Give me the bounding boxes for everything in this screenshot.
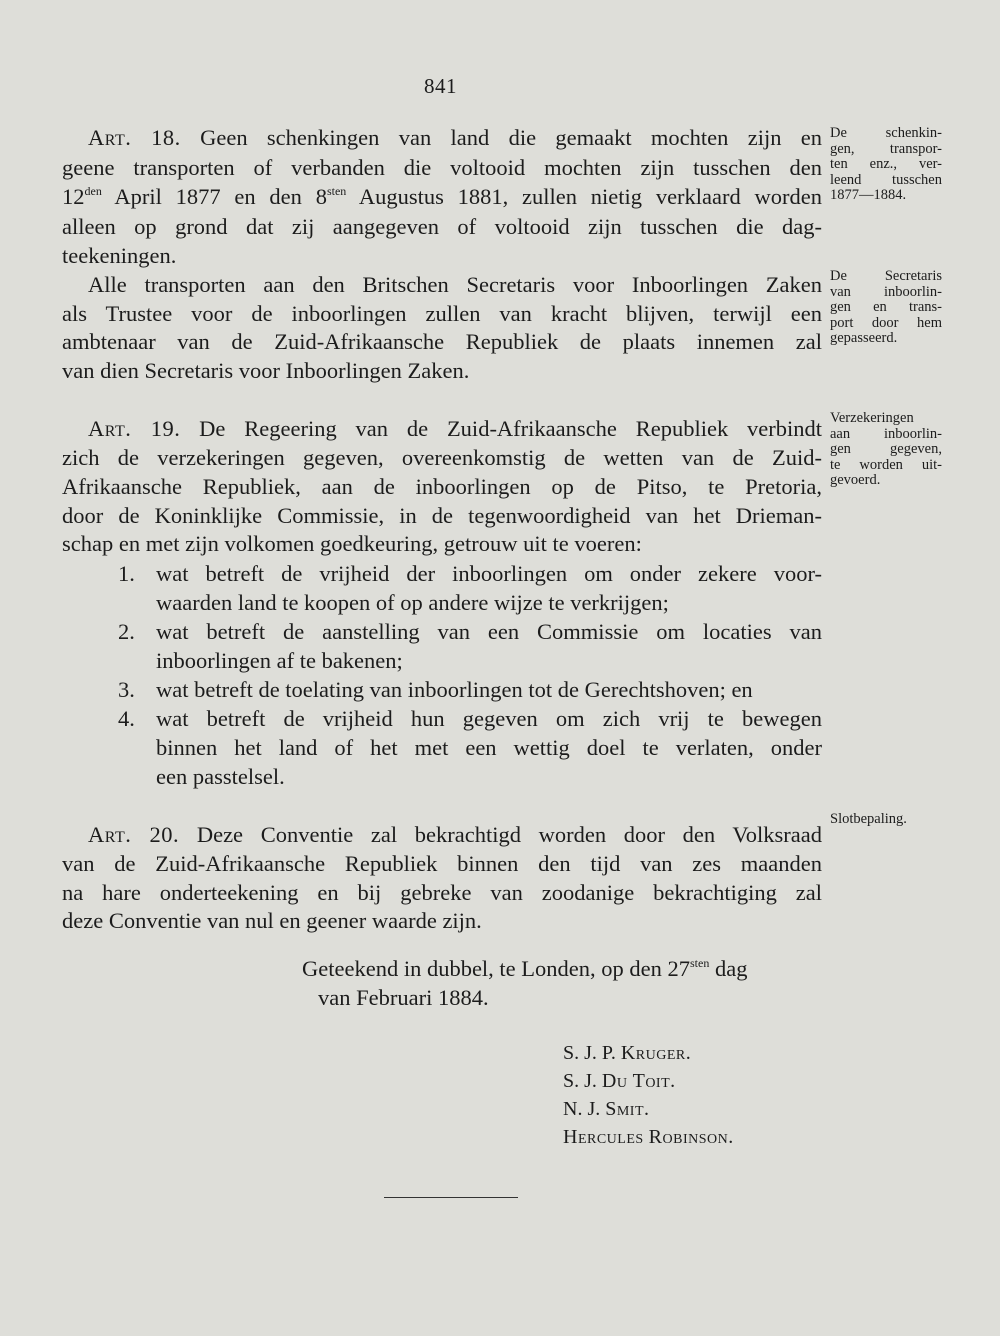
list-item: inboorlingen af te bakenen; xyxy=(156,648,403,673)
list-item: waarden land te koopen of op andere wijze te verkrijgen; xyxy=(156,590,669,615)
article-18-para2-line-2: als Trustee voor de inboorlingen zullen van kracht blijven, terwijl een xyxy=(62,301,822,326)
article-19-line-1: Art. 19. De Regeering van de Zuid-Afrikaansche Republiek verbindt xyxy=(88,416,823,441)
list-item-number: 1. xyxy=(118,561,135,586)
article-18-label: Art. 18. xyxy=(88,125,181,150)
article-18-line-4: alleen op grond dat zij aangegeven of voltooid zijn tusschen die dag- xyxy=(62,214,822,239)
article-20-line-1: Art. 20. Deze Conventie zal bekrachtigd worden door den Volksraad xyxy=(88,822,822,847)
article-18-para2-line-3: ambtenaar van de Zuid-Afrikaansche Republiek de plaats innemen zal xyxy=(62,329,822,354)
signature-robinson: Hercules Robinson. xyxy=(563,1126,734,1148)
list-item-number: 2. xyxy=(118,619,135,644)
article-18-line-1: Art. 18. Geen schenkingen van land die gemaakt mochten zijn en xyxy=(88,125,823,150)
list-item-number: 3. xyxy=(118,677,135,702)
list-item: binnen het land of het met een wettig doel te verlaten, onder xyxy=(156,735,822,760)
article-20-label: Art. 20. xyxy=(88,822,180,847)
footer-rule xyxy=(384,1197,518,1198)
signature-smit: N. J. Smit. xyxy=(563,1098,650,1120)
article-20-line-2: van de Zuid-Afrikaansche Republiek binnen den tijd van zes maanden xyxy=(62,851,822,876)
margin-note-verzekeringen: Verzekeringen aan inboorlin- gen gegeven, te worden uit- gevoerd. xyxy=(830,410,942,488)
list-item: wat betreft de aanstelling van een Commissie om locaties van xyxy=(156,619,822,644)
article-18-para2-line-4: van dien Secretaris voor Inboorlingen Zaken. xyxy=(62,358,470,383)
list-item-number: 4. xyxy=(118,706,135,731)
closing-line-1: Geteekend in dubbel, te Londen, op den $27^{sten}$ dag xyxy=(302,956,748,981)
article-19-line-2: zich de verzekeringen gegeven, overeenkomstig de wetten van de Zuid- xyxy=(62,445,822,470)
article-18-line-3: $12^{den}$ April 1877 en den $8^{sten}$ Augustus 1881, zullen nietig verklaard worden xyxy=(62,184,823,209)
signature-du-toit: S. J. Du Toit. xyxy=(563,1070,676,1092)
article-19-label: Art. 19. xyxy=(88,416,181,441)
closing-line-2: van Februari 1884. xyxy=(318,985,489,1010)
list-item: wat betreft de toelating van inboorlingen tot de Gerechtshoven; en xyxy=(156,677,753,702)
page-number: 841 xyxy=(424,74,457,98)
article-19-line-4: door de Koninklijke Commissie, in de tegenwoordigheid van het Drieman- xyxy=(62,503,822,528)
margin-note-slotbepaling: Slotbepaling. xyxy=(830,811,907,827)
article-19-line-5: schap en met zijn volkomen goedkeuring, getrouw uit te voeren: xyxy=(62,531,642,556)
article-18-line-2: geene transporten of verbanden die voltooid mochten zijn tusschen den xyxy=(62,155,822,180)
signature-kruger: S. J. P. Kruger. xyxy=(563,1042,692,1064)
article-18-para2-line-1: Alle transporten aan den Britschen Secretaris voor Inboorlingen Zaken xyxy=(88,272,822,297)
margin-note-secretaris: De Secretaris van inboorlin- gen en trans- port door hem gepasseerd. xyxy=(830,268,942,346)
list-item: een passtelsel. xyxy=(156,764,285,789)
margin-note-schenkingen: De schenkin- gen, transpor- ten enz., ver- leend tusschen 1877—1884. xyxy=(830,125,942,203)
article-19-line-3: Afrikaansche Republiek, aan de inboorlingen op de Pitso, te Pretoria, xyxy=(62,474,822,499)
article-18-line-5: teekeningen. xyxy=(62,243,177,268)
list-item: wat betreft de vrijheid hun gegeven om zich vrij te bewegen xyxy=(156,706,822,731)
article-20-line-4: deze Conventie van nul en geener waarde zijn. xyxy=(62,908,482,933)
article-20-line-3: na hare onderteekening en bij gebreke van zoodanige bekrachtiging zal xyxy=(62,880,822,905)
list-item: wat betreft de vrijheid der inboorlingen om onder zekere voor- xyxy=(156,561,822,586)
